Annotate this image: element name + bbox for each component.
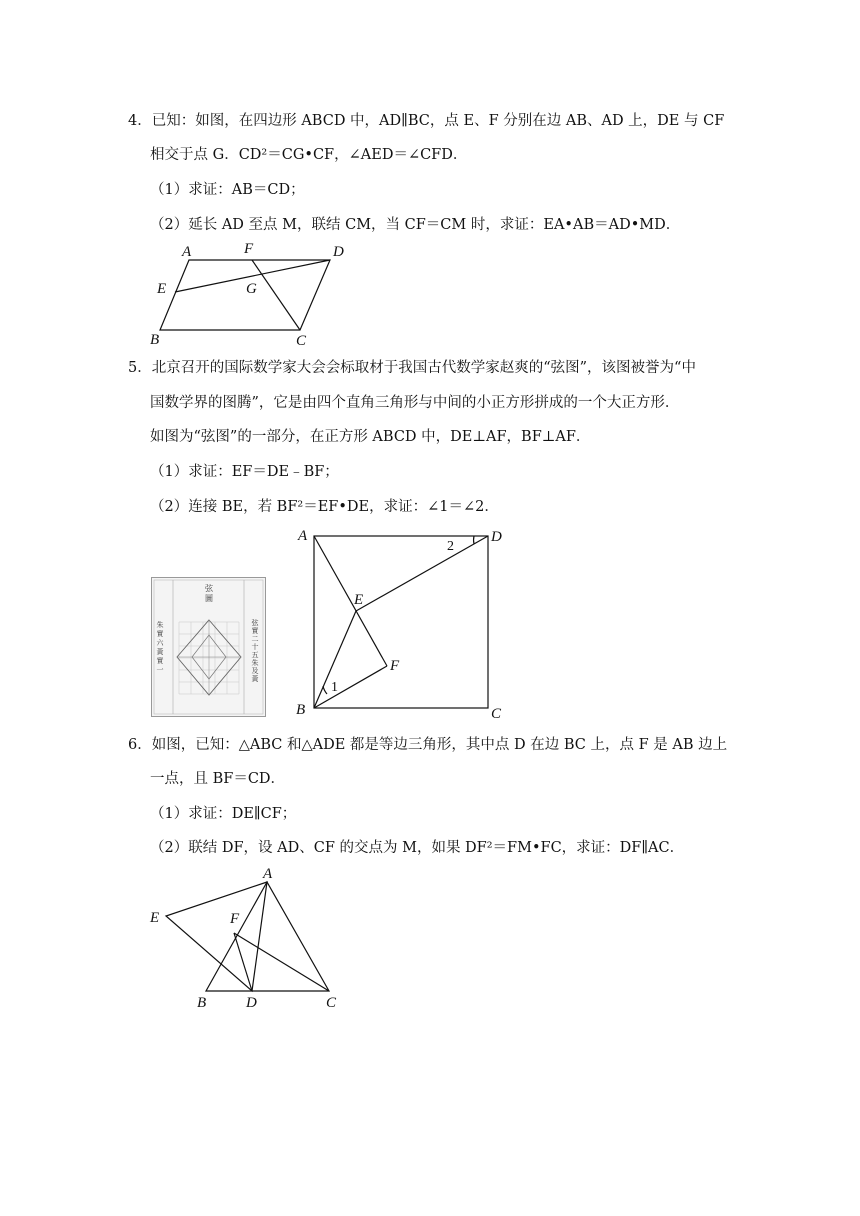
label-E: E	[150, 910, 160, 926]
label-B: B	[150, 332, 160, 348]
angle-1-label: 1	[331, 680, 338, 695]
label-D: D	[333, 244, 344, 260]
problem4-line1: 4．已知：如图，在四边形 ABCD 中，AD∥BC，点 E、F 分别在边 AB、AD 上，DE 与 CF	[128, 113, 725, 129]
problem6-line2: 一点，且 BF＝CD．	[150, 771, 286, 787]
label-A: A	[182, 244, 192, 260]
label-C: C	[296, 333, 307, 349]
problem4-line2: 相交于点 G．CD²＝CG•CF，∠AED＝∠CFD．	[150, 147, 468, 163]
problem5-part2: （2）连接 BE，若 BF²＝EF•DE，求证：∠1＝∠2．	[150, 499, 499, 515]
ancient-xian-tu-image	[151, 577, 266, 717]
label-A: A	[263, 866, 273, 882]
label-G: G	[246, 281, 257, 297]
problem6-part2: （2）联结 DF，设 AD、CF 的交点为 M，如果 DF²＝FM•FC，求证：DF∥AC．	[150, 840, 685, 856]
label-A: A	[298, 528, 308, 544]
label-D: D	[491, 529, 502, 545]
label-F: F	[230, 911, 240, 927]
label-C: C	[491, 706, 502, 722]
angle-2-label: 2	[447, 539, 454, 554]
label-C: C	[326, 995, 337, 1011]
label-F: F	[390, 658, 400, 674]
ancient-left-text: 朱實六黃實一	[156, 621, 164, 674]
problem5-figure	[290, 520, 520, 725]
label-B: B	[296, 702, 306, 718]
label-D: D	[246, 995, 257, 1011]
label-F: F	[244, 241, 254, 257]
ancient-title-text: 弦圖	[205, 584, 213, 603]
problem5-line3: 如图为“弦图”的一部分，在正方形 ABCD 中，DE⊥AF，BF⊥AF．	[150, 429, 591, 445]
problem5-line2: 国数学界的图腾”，它是由四个直角三角形与中间的小正方形拼成的一个大正方形．	[150, 395, 680, 411]
problem4-figure	[140, 238, 360, 350]
label-E: E	[354, 592, 364, 608]
label-B: B	[197, 995, 207, 1011]
problem5-line1: 5．北京召开的国际数学家大会会标取材于我国古代数学家赵爽的“弦图”，该图被誉为“中	[128, 360, 696, 376]
problem6-part1: （1）求证：DE∥CF；	[150, 806, 297, 822]
problem6-figure	[140, 862, 350, 1012]
problem6-line1: 6．如图，已知：△ABC 和△ADE 都是等边三角形，其中点 D 在边 BC 上，点 F 是 AB 边上	[128, 737, 728, 753]
problem4-part2: （2）延长 AD 至点 M，联结 CM，当 CF＝CM 时，求证：EA•AB＝AD•MD．	[150, 217, 681, 233]
problem5-part1: （1）求证：EF＝DE﹣BF；	[150, 464, 339, 480]
label-E: E	[157, 281, 167, 297]
problem4-part1: （1）求证：AB＝CD；	[150, 182, 305, 198]
ancient-right-text: 弦實二十五朱及黃	[251, 619, 259, 683]
